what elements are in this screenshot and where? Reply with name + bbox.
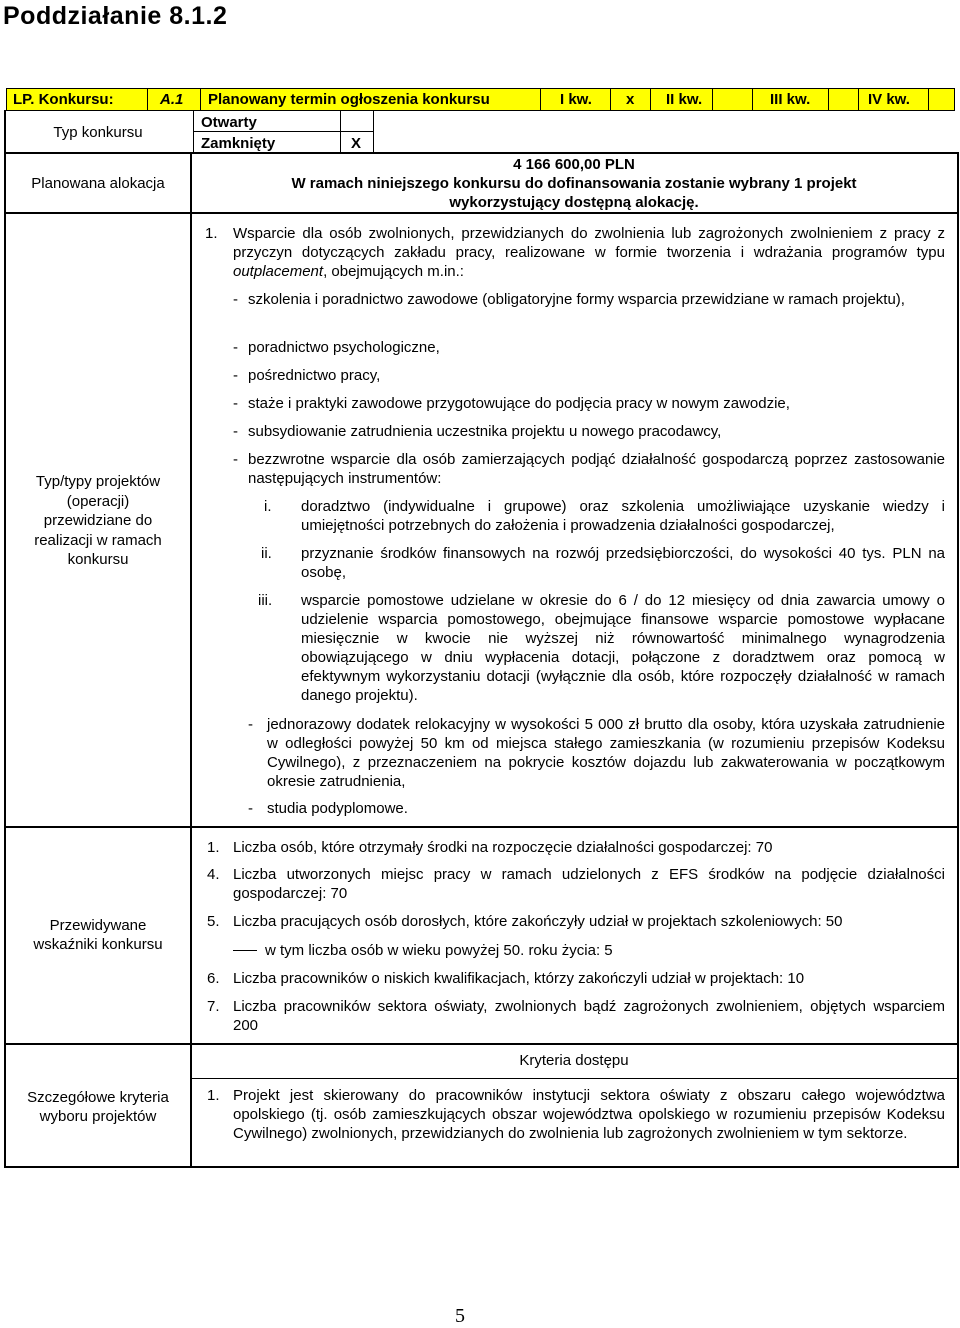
roman-num: ii. bbox=[261, 545, 272, 562]
wskaznik-num: 1. bbox=[207, 839, 220, 856]
bullet-dash: - bbox=[248, 800, 253, 817]
lp-value: A.1 bbox=[160, 91, 184, 108]
alokacja-label: Planowana alokacja bbox=[31, 175, 165, 192]
roman-num: i. bbox=[264, 498, 272, 515]
bullet-dash: - bbox=[233, 367, 238, 384]
alokacja-note-2: wykorzystujący dostępną alokację. bbox=[449, 194, 699, 211]
typ-konkursu-label: Typ konkursu bbox=[53, 124, 143, 141]
wskaznik-text: w tym liczba osób w wieku powyżej 50. roku życia: 5 bbox=[265, 942, 613, 959]
q1-mark: x bbox=[626, 91, 635, 108]
wskaznik-text: Liczba pracujących osób dorosłych, które zakończyły udział w projektach szkoleniowych: 50 bbox=[233, 913, 843, 930]
typ-otwarty: Otwarty bbox=[201, 114, 257, 131]
typy-item1-text: Wsparcie dla osób zwolnionych, przewidzianych do zwolnienia lub zagrożonych zwolnieniem z pracy z przyczyn dotyczących zakładu pracy, realizowane w formie tworzenia i wdrażania programów typu outplacement, obejmujących m.in.: bbox=[233, 225, 945, 280]
typ-zamkniety-mark: X bbox=[351, 135, 362, 152]
bullet-dash: - bbox=[233, 395, 238, 412]
termin-label: Planowany termin ogłoszenia konkursu bbox=[208, 91, 490, 108]
alokacja-amount: 4 166 600,00 PLN bbox=[513, 156, 635, 173]
lp-label: LP. Konkursu: bbox=[13, 91, 114, 108]
bullet-dash: - bbox=[233, 291, 238, 308]
bullet-item: szkolenia i poradnictwo zawodowe (obligatoryjne formy wsparcia przewidziane w ramach projektu), bbox=[248, 291, 905, 308]
wskazniki-label: Przewidywane wskaźniki konkursu bbox=[33, 917, 163, 953]
wskaznik-text: Liczba pracowników o niskich kwalifikacjach, którzy zakończyli udział w projektach: 10 bbox=[233, 970, 805, 987]
kryteria-header: Kryteria dostępu bbox=[519, 1052, 629, 1069]
alokacja-note-1: W ramach niniejszego konkursu do dofinansowania zostanie wybrany 1 projekt bbox=[291, 175, 857, 192]
bullet-item: studia podyplomowe. bbox=[267, 800, 408, 817]
q4-label: IV kw. bbox=[868, 91, 910, 108]
bullet-dash: - bbox=[233, 423, 238, 440]
bullet-item: staże i praktyki zawodowe przygotowujące do podjęcia pracy w nowym zawodzie, bbox=[248, 395, 790, 412]
bullet-item: bezzwrotne wsparcie dla osób zamierzających podjąć działalność gospodarczą poprzez zastosowanie następujących instrumentów: bbox=[248, 451, 945, 487]
kryteria-num: 1. bbox=[207, 1087, 220, 1104]
wskaznik-text: Liczba utworzonych miejsc pracy w ramach udzielonych z EFS środków na podjęcie działalności gospodarczej: 70 bbox=[233, 866, 945, 902]
wskaznik-sub-dash bbox=[233, 950, 257, 951]
page-number: 5 bbox=[455, 1305, 465, 1327]
bullet-dash: - bbox=[233, 339, 238, 356]
bullet-dash: - bbox=[233, 451, 238, 468]
kryteria-label: Szczegółowe kryteria wyboru projektów bbox=[27, 1089, 169, 1125]
bullet-item: jednorazowy dodatek relokacyjny w wysokości 5 000 zł brutto dla osoby, która uzyskała zatrudnienie w odległości powyżej 50 km od miejsca stałego zamieszkania (w rozumieniu przepisów Kodeksu Cywilnego), z przeznaczeniem na pokrycie kosztów dojazdu lub zakwaterowania w początkowym okresie zatrudnienia, bbox=[267, 716, 945, 790]
q2-label: II kw. bbox=[666, 91, 703, 108]
wskaznik-num: 5. bbox=[207, 913, 220, 930]
typ-zamkniety: Zamknięty bbox=[201, 135, 276, 152]
page-title: Poddziałanie 8.1.2 bbox=[3, 2, 228, 30]
roman-item: doradztwo (indywidualne i grupowe) oraz szkolenia umożliwiające uzyskanie wiedzy i umiejętności potrzebnych do założenia i prowadzenia działalności gospodarczej, bbox=[301, 498, 945, 534]
q1-label: I kw. bbox=[560, 91, 592, 108]
bullet-item: pośrednictwo pracy, bbox=[248, 367, 381, 384]
typy-label: Typ/typy projektów (operacji) przewidziane do realizacji w ramach konkursu bbox=[34, 473, 162, 568]
roman-num: iii. bbox=[258, 592, 273, 609]
wskaznik-num: 6. bbox=[207, 970, 220, 987]
q3-label: III kw. bbox=[770, 91, 811, 108]
bullet-item: poradnictwo psychologiczne, bbox=[248, 339, 440, 356]
wskaznik-text: Liczba osób, które otrzymały środki na rozpoczęcie działalności gospodarczej: 70 bbox=[233, 839, 773, 856]
roman-item: przyznanie środków finansowych na rozwój przedsiębiorczości, do wysokości 40 tys. PLN na osobę, bbox=[301, 545, 945, 581]
wskaznik-num: 4. bbox=[207, 866, 220, 883]
wskaznik-text: Liczba pracowników sektora oświaty, zwolnionych bądź zagrożonych zwolnieniem, objętych wsparciem 200 bbox=[233, 998, 945, 1034]
bullet-dash: - bbox=[248, 716, 253, 733]
wskaznik-num: 7. bbox=[207, 998, 220, 1015]
kryteria-text: Projekt jest skierowany do pracowników instytucji sektora oświaty z obszaru całego województwa opolskiego (tj. osób zamieszkujących obszar województwa opolskiego w rozumieniu przepisów Kodeksu Cywilnego) zwolnionych, przewidzianych do zwolnienia lub zagrożonych zwolnieniem w tym sektorze. bbox=[233, 1087, 945, 1142]
typy-item1-num: 1. bbox=[205, 225, 218, 242]
roman-item: wsparcie pomostowe udzielane w okresie do 6 / do 12 miesięcy od dnia zawarcia umowy o udzielenie wsparcia pomostowego, obejmujące finansowe wsparcie pomostowe wypłacane miesięcznie w kwocie nie wyższej niż równowartość minimalnego wynagrodzenia obowiązującego w dniu wypłacenia dotacji, połączone z doradztwem oraz pomocą w efektywnym wykorzystaniu dotacji (wyłącznie dla osób, które rozpoczęły działalność w ramach danego projektu). bbox=[301, 592, 945, 704]
bullet-item: subsydiowanie zatrudnienia uczestnika projektu u nowego pracodawcy, bbox=[248, 423, 722, 440]
